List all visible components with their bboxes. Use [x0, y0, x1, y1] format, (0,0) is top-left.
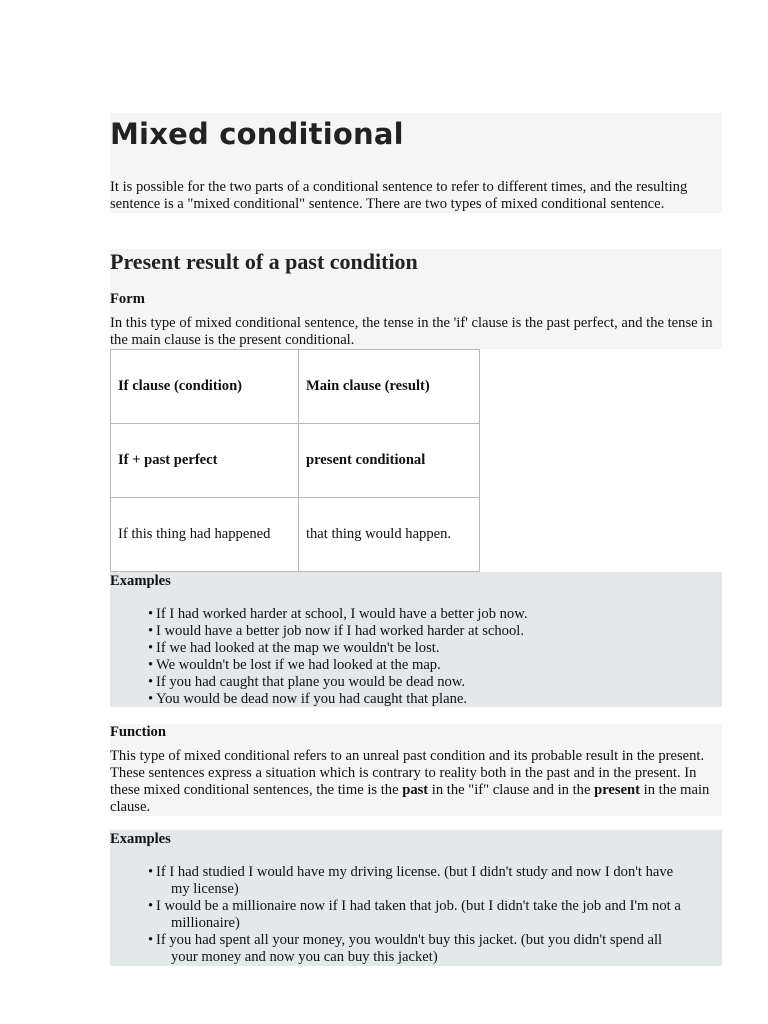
form-label: Form: [110, 291, 145, 307]
function-paragraph: This type of mixed conditional refers to an unreal past condition and its probable result in the present. These sentences express a situation which is contrary to reality both in the past and in the present. In these mixed conditional sentences, the time is the past in the "if" clause and in the present in the main clause.: [110, 748, 710, 815]
form-paragraph: In this type of mixed conditional sentence, the tense in the 'if' clause is the past perfect, and the tense in the main clause is the present conditional.: [110, 315, 713, 348]
section-heading: Present result of a past condition: [110, 249, 418, 274]
list-item: • If I had studied I would have my driving license. (but I didn't study and now I don't have my license): [148, 864, 722, 898]
function-heading: Function: [110, 724, 166, 740]
list-item: • You would be dead now if you had caught that plane.: [148, 691, 722, 708]
list-item: • I would have a better job now if I had worked harder at school.: [148, 623, 722, 640]
table-cell: If this thing had happened: [111, 498, 299, 572]
list-item: • I would be a millionaire now if I had taken that job. (but I didn't take the job and I'm not a millionaire): [148, 898, 722, 932]
table-cell: If clause (condition): [111, 350, 299, 424]
table-cell: Main clause (result): [298, 350, 479, 424]
list-item: • If you had caught that plane you would be dead now.: [148, 674, 722, 691]
list-item: • If you had spent all your money, you wouldn't buy this jacket. (but you didn't spend all your money and now you can buy this jacket): [148, 932, 722, 966]
examples-block-2: [110, 830, 722, 966]
document-page: [110, 113, 722, 966]
list-item: • If I had worked harder at school, I would have a better job now.: [148, 606, 722, 623]
table-row: [111, 350, 480, 424]
form-table: [110, 349, 480, 572]
table-row: [111, 424, 480, 498]
table-cell: present conditional: [298, 424, 479, 498]
examples-block: [110, 572, 722, 707]
function-block: [110, 724, 722, 816]
examples-list: [110, 590, 722, 708]
examples-list: [110, 848, 722, 966]
intro-paragraph: It is possible for the two parts of a conditional sentence to refer to different times, and the resulting sentence is a "mixed conditional" sentence. There are two types of mixed conditional sentence.: [110, 179, 688, 212]
section-present-result: [110, 249, 722, 349]
page-title: Mixed conditional: [110, 117, 404, 151]
examples-heading: Examples: [110, 831, 171, 847]
table-row: [111, 498, 480, 572]
bold-present: present: [594, 782, 641, 798]
bold-past: past: [402, 782, 429, 798]
list-item: • If we had looked at the map we wouldn't be lost.: [148, 640, 722, 657]
table-cell: that thing would happen.: [298, 498, 479, 572]
examples-heading: Examples: [110, 573, 171, 589]
title-block: [110, 113, 722, 213]
list-item: • We wouldn't be lost if we had looked at the map.: [148, 657, 722, 674]
table-cell: If + past perfect: [111, 424, 299, 498]
